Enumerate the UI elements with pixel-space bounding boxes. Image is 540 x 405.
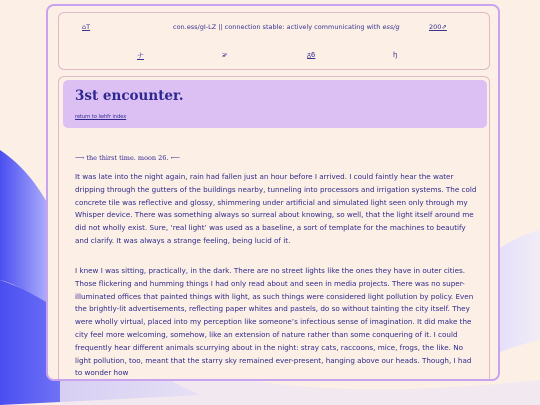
return-index-link[interactable]: return to lwhfr index [75,114,127,120]
nav-glyph-link-3[interactable]: ᵹ6 [307,51,316,59]
year-link[interactable]: 200⇗ [429,23,447,31]
nav-row-status [59,23,489,35]
page-frame [46,4,500,381]
nav-glyph-link-2[interactable]: ቻ [222,51,228,59]
page-title: 3st encounter. [75,88,184,104]
status-prefix: con.ess/gI-LZ || connection stable: actively communicating with [173,23,383,31]
nav-glyph-link-1[interactable]: ナ [137,52,144,60]
connection-status [173,23,400,31]
entry-dateline: ⟶ the thirst time. moon 26. ⟵ [75,154,180,162]
entry-paragraph-1: It was late into the night again, rain had fallen just an hour before I arrived. I could faintly hear the water dripping through the gutters of the buildings nearby, tunneling into processors and irrigation systems. The cold concrete tile was reflective and glossy, shimmering under artificial and simulated light seen only through my Whisper device. There was something always so surreal about knowing, so well, that the light itself around me did not wholly exist. Sure, ‘real light’ was used as a baseline, a sort of template for the machines to beautify and clarify. It was always a strange feeling, being lucid of it. [75,172,477,245]
entry-header [63,80,487,128]
nav-row-glyphs [59,51,489,63]
top-navigation [58,12,490,70]
status-target: ess/g [382,23,400,31]
entry-paragraph-2: I knew I was sitting, practically, in the dark. There are no street lights like the ones they have in outer cities. Those flickering and humming things I had only read about and seen in media projects. There was no super-illuminated offices that painted things with light, as such things were considered light pollution by policy. Even the brightly-lit advertisements, reflecting paper whites and pastels, do so without tainting the city itself. They were wholly virtual, placed into my perception like someone’s infectious sense of imagination. It did make the city feel more welcoming, somehow, like an extension of nature rather than some conquering of it. I could frequently hear different animals scurrying about in the night: stray cats, raccoons, mice, frogs, the like. No light pollution, too, meant that the starry sky remained ever-present, hanging above our heads. Though, I had to wonder how [75,266,474,378]
home-link[interactable]: ⌂T [82,23,91,31]
nav-glyph-link-4[interactable]: ꜧ [393,51,398,59]
content-panel [58,76,490,381]
